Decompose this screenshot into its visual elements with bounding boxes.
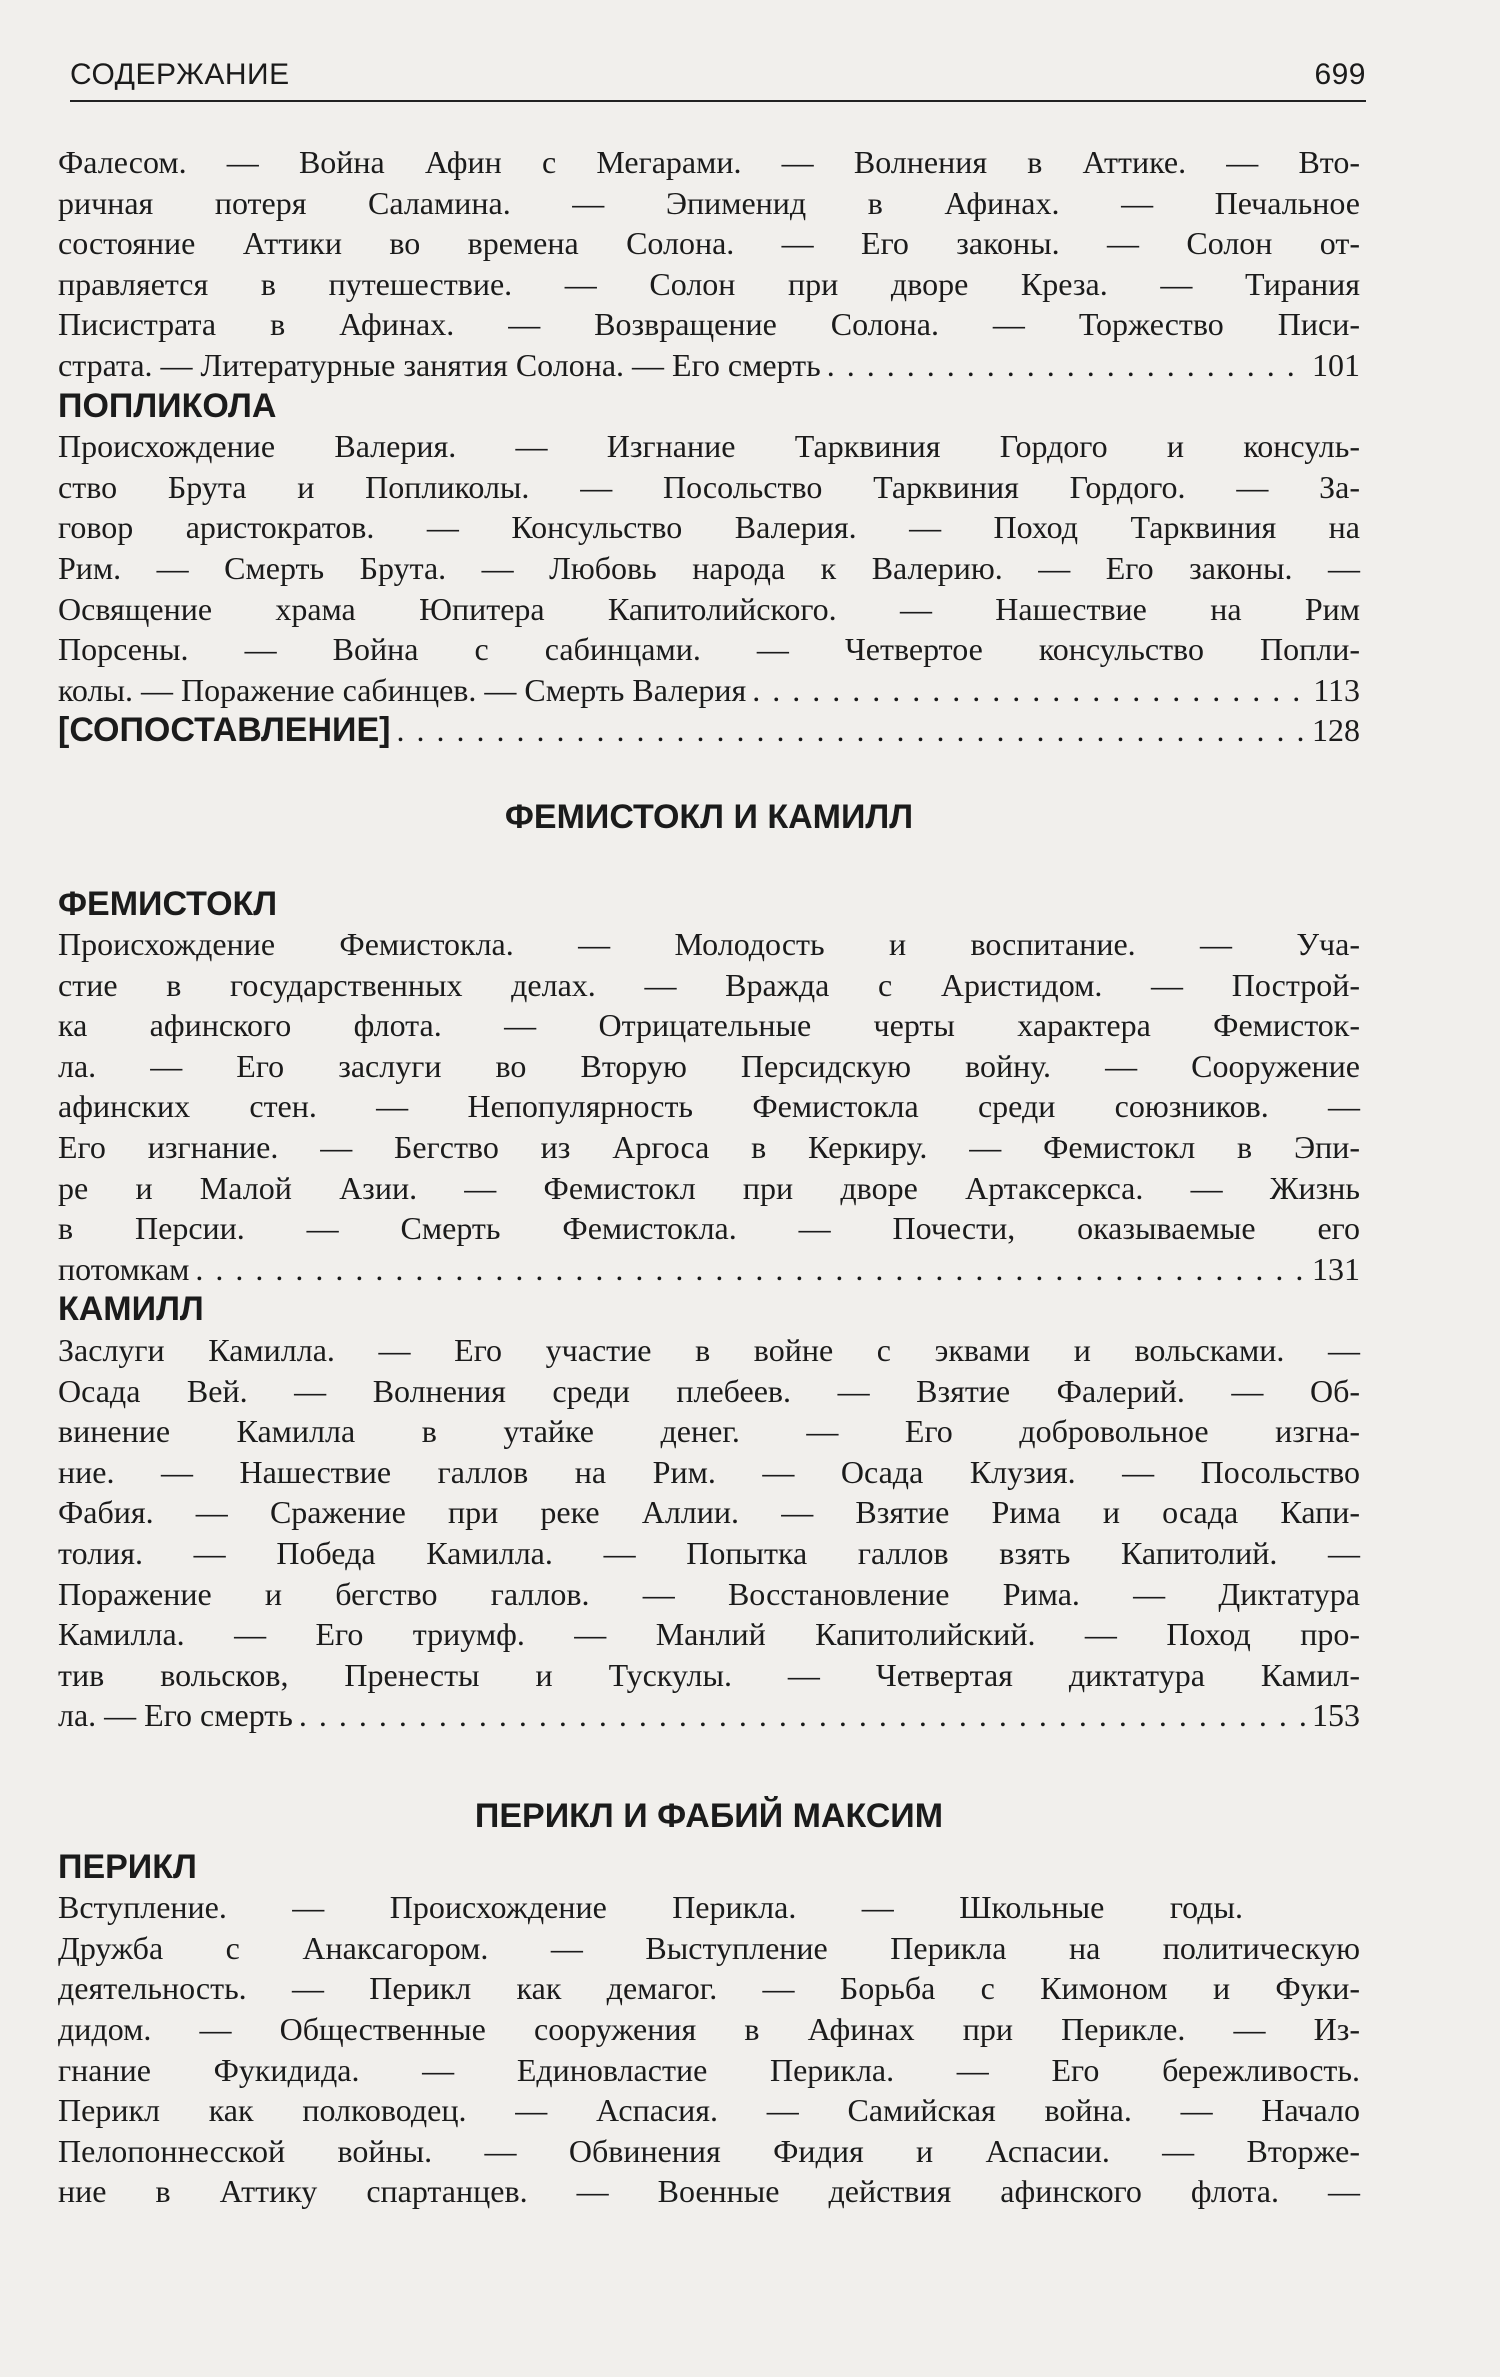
- toc-line: деятельность. — Перикл как демагог. — Борьба с Кимоном и Фуки-: [58, 1970, 1360, 2007]
- toc-line: ние. — Нашествие галлов на Рим. — Осада Клузия. — Посольство: [58, 1453, 1360, 1490]
- toc-line-text: потомкам: [58, 1250, 190, 1287]
- toc-line: Рим. — Смерть Брута. — Любовь народа к Валерию. — Его законы. —: [58, 549, 1360, 586]
- table-of-contents: [58, 142, 1360, 2212]
- toc-page-number: 153: [1312, 1697, 1360, 1734]
- toc-entry-comparison: [58, 710, 1360, 751]
- toc-line: гнание Фукидида. — Единовластие Перикла. — Его бережливость.: [58, 2051, 1360, 2088]
- toc-line-with-page: [58, 345, 1360, 386]
- toc-line: ние в Аттику спартанцев. — Военные действия афинского флота. —: [58, 2173, 1360, 2210]
- toc-line: тив вольсков, Пренесты и Тускулы. — Четвертая диктатура Камил-: [58, 1656, 1360, 1693]
- section-heading: ПЕРИКЛ: [58, 1847, 197, 1886]
- toc-line: Освящение храма Юпитера Капитолийского. — Нашествие на Рим: [58, 590, 1360, 627]
- toc-line: правляется в путешествие. — Солон при дворе Креза. — Тирания: [58, 265, 1360, 302]
- dot-leader: [299, 1695, 1306, 1736]
- toc-line: Происхождение Фемистокла. — Молодость и воспитание. — Уча-: [58, 926, 1360, 963]
- toc-line: в Персии. — Смерть Фемистокла. — Почести, оказываемые его: [58, 1210, 1360, 1247]
- toc-page-number: 131: [1312, 1250, 1360, 1287]
- toc-line: афинских стен. — Непопулярность Фемистокла среди союзников. —: [58, 1088, 1360, 1125]
- toc-line: Писистрата в Афинах. — Возвращение Солона. — Торжество Писи-: [58, 306, 1360, 343]
- toc-page-number: 113: [1313, 671, 1360, 708]
- page-number: 699: [1314, 58, 1366, 91]
- toc-line-with-page: [58, 1695, 1360, 1736]
- toc-entry-poplicola: [58, 386, 1360, 711]
- toc-line: Перикл как полководец. — Аспасия. — Самийская война. — Начало: [58, 2092, 1360, 2129]
- toc-line-text: ла. — Его смерть: [58, 1697, 293, 1734]
- toc-line: Вступление. — Происхождение Перикла. — Школьные годы.: [58, 1889, 1243, 1926]
- toc-line: говор аристократов. — Консульство Валерия. — Поход Тарквиния на: [58, 509, 1360, 546]
- running-head: [70, 58, 1366, 102]
- toc-line: Заслуги Камилла. — Его участие в войне с эквами и вольсками. —: [58, 1332, 1360, 1369]
- toc-line-with-page: [58, 670, 1360, 711]
- toc-line-text: страта. — Литературные занятия Солона. — Его смерть: [58, 346, 821, 383]
- toc-line: ла. — Его заслуги во Вторую Персидскую войну. — Сооружение: [58, 1047, 1360, 1084]
- toc-line: ка афинского флота. — Отрицательные черты характера Фемисток-: [58, 1007, 1360, 1044]
- toc-line: Его изгнание. — Бегство из Аргоса в Керкиру. — Фемистокл в Эпи-: [58, 1129, 1360, 1166]
- toc-line: ричная потеря Саламина. — Эпименид в Афинах. — Печальное: [58, 184, 1360, 221]
- section-heading: ПОПЛИКОЛА: [58, 386, 277, 425]
- toc-line-with-page: [58, 1249, 1360, 1290]
- toc-line: Порсены. — Война с сабинцами. — Четвертое консульство Попли-: [58, 631, 1360, 668]
- dot-leader: [827, 345, 1306, 386]
- toc-line: Фалесом. — Война Афин с Мегарами. — Волнения в Аттике. — Вто-: [58, 144, 1360, 180]
- toc-line-text: колы. — Поражение сабинцев. — Смерть Валерия: [58, 671, 747, 708]
- toc-entry-pericles: [58, 1847, 1360, 2212]
- section-heading: [СОПОСТАВЛЕНИЕ]: [58, 711, 391, 750]
- toc-line: состояние Аттики во времена Солона. — Его законы. — Солон от-: [58, 225, 1360, 262]
- toc-line: ре и Малой Азии. — Фемистокл при дворе Артаксеркса. — Жизнь: [58, 1169, 1360, 1206]
- toc-line: Происхождение Валерия. — Изгнание Тарквиния Гордого и консуль-: [58, 428, 1360, 465]
- toc-entry-camillus: [58, 1289, 1360, 1736]
- dot-leader: [396, 710, 1306, 751]
- toc-line: винение Камилла в утайке денег. — Его добровольное изгна-: [58, 1413, 1360, 1450]
- toc-entry-themistocles: [58, 884, 1360, 1290]
- section-heading: КАМИЛЛ: [58, 1290, 204, 1329]
- part-title: ПЕРИКЛ И ФАБИЙ МАКСИМ: [474, 1796, 944, 1835]
- running-head-title: СОДЕРЖАНИЕ: [70, 58, 290, 91]
- toc-line: толия. — Победа Камилла. — Попытка галлов взять Капитолий. —: [58, 1535, 1360, 1571]
- toc-line: Поражение и бегство галлов. — Восстановление Рима. — Диктатура: [58, 1575, 1360, 1612]
- part-title: ФЕМИСТОКЛ И КАМИЛЛ: [504, 797, 914, 836]
- toc-entry-solon: [58, 142, 1360, 386]
- toc-line: Осада Вей. — Волнения среди плебеев. — Взятие Фалерий. — Об-: [58, 1372, 1360, 1409]
- toc-line: ство Брута и Попликолы. — Посольство Тарквиния Гордого. — За-: [58, 468, 1360, 505]
- toc-line: Пелопоннесской войны. — Обвинения Фидия и Аспасии. — Вторже-: [58, 2132, 1360, 2169]
- toc-line: Фабия. — Сражение при реке Аллии. — Взятие Рима и осада Капи-: [58, 1494, 1360, 1531]
- toc-line: Камилла. — Его триумф. — Манлий Капитолийский. — Поход про-: [58, 1616, 1360, 1653]
- toc-page-number: 101: [1312, 346, 1360, 383]
- section-heading: ФЕМИСТОКЛ: [58, 884, 278, 923]
- toc-line: Дружба с Анаксагором. — Выступление Перикла на политическую: [58, 1929, 1360, 1966]
- toc-page-number: 128: [1312, 712, 1360, 749]
- toc-line: стие в государственных делах. — Вражда с Аристидом. — Построй-: [58, 966, 1360, 1003]
- dot-leader: [195, 1249, 1306, 1290]
- toc-line: дидом. — Общественные сооружения в Афинах при Перикле. — Из-: [58, 2010, 1360, 2047]
- dot-leader: [752, 670, 1307, 711]
